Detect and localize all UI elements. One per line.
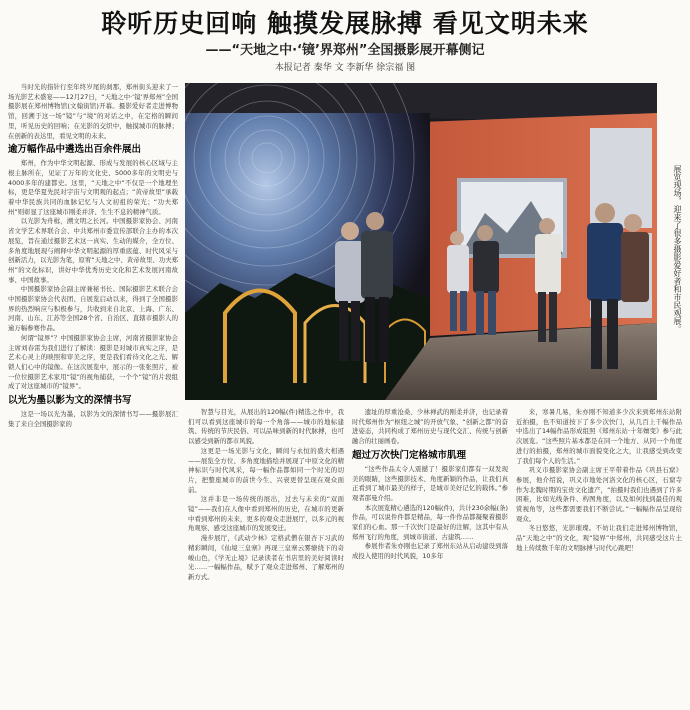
paragraph: 巩义市摄影家协会副主席王平带着作品《巩县石窟》参展，他介绍说，巩义市地处河洛文化的核心区，石窟寺作为北魏时期的宝贵文化遗产，“拍摄时我们也遇到了许多困难，比如光线条件、构图角度，以及如何找到最佳的观赏视角等，这些都需要我们不断尝试。”一幅幅作品呈现给观众。 xyxy=(516,466,682,523)
paragraph: 参展作者朱亦刚也记录了郑州东站从启动建设到落成投入使用的时代风貌，10多年 xyxy=(352,542,508,561)
section-heading: 以光为墨以影为文的深情书写 xyxy=(8,395,132,407)
paragraph: 遗址的厚重沧桑、少林禅武的刚柔并济，也记录着时代郑州作为“枢纽之城”的开放气象、“创新之都”的奋进姿态，共同构成了郑州历史与现代交汇、传统与创新融合的壮丽画卷。 xyxy=(352,408,508,446)
paragraph: 这是一场以光为墨，以影为文的深情书写——摄影展汇集了来自全国摄影家的 xyxy=(8,410,178,428)
paragraph: 本次展览精心遴选的120幅(件)，共计230余幅(条)作品，可以说件件都是精品，每一件作品都凝聚着摄影家们的心血。那一千次快门是最好的注解，这其中有从郑州飞行的角度，到城市街道、古建筑…… xyxy=(352,503,508,541)
paragraph: 来，寒暑几易，朱亦刚不知道多少次来到郑州东站附近拍摄，也不知道按下了多少次快门，从几百上千幅作品中选出了14幅作品形成组照《郑州东站·十年嬗变》参与此次展览。“这些照片基本都是在同一个地方、从同一个角度进行的拍摄，郑州的城市面貌变化之大，让我感受到改变了我们每个人的生活。” xyxy=(516,408,682,465)
exhibition-hall-image xyxy=(185,83,657,400)
subheadline: ——“天地之中·‘镜’界郑州”全国摄影展开幕侧记 xyxy=(205,43,485,58)
paragraph: 郑州，作为中华文明起源、形成与发展的核心区域与主根主脉所在，见证了万年的文化史、5000多年的文明史与4000多年的建都史。这里，“天地之中”不仅是一个地理坐标，更是华夏先民对宇宙与文明观的起点；“黄帝故里”承载着中华民族共同的血脉记忆与人文初祖的荣光；“功夫郑州”则彰显了这座城市刚柔并济、生生不息的精神气质。 xyxy=(8,159,178,216)
paragraph: 这并非是一场传统的展出，过去与未来的“双面镜”——我们在人像中看到郑州的历史，在城市的更新中看到郑州的未来，更多的观众走进展厅，以多元的视角观察、感受这座城市的发展变迁。 xyxy=(188,495,344,533)
section-heading: 超过万次快门定格城市肌理 xyxy=(352,449,467,461)
paragraph: 智慧与目光，从展出的120幅(件)精选之作中，我们可以看到这座城市的每一个角落——城市的地标建筑、传统的节庆民俗、可以品味到新的时代脉搏，也可以感受到新的都市风貌。 xyxy=(188,408,344,446)
paragraph: 当时光的指针行至年终岁尾的刹那，郑州街头迎来了一场光影艺术盛宴——12月27日，“天地之中·‘镜’界郑州”全国摄影展在郑州博物馆(文翰街馆)开幕。摄影爱好者走进博物馆，回溯于这一场“镜”与“境”的对话之中，在定格的瞬间里，听见历史的回响；在光影的交织中，触摸城市的脉搏；在创新的表达里，看见文明的未来。 xyxy=(8,83,178,140)
article-column-1 xyxy=(8,83,178,705)
photo-caption: 展览现场，迎来了很多摄影爱好者和市民观展。 xyxy=(673,165,682,333)
headline: 聆听历史回响 触摸发展脉搏 看见文明未来 xyxy=(101,9,589,38)
article-column-3 xyxy=(352,408,508,705)
paragraph: 漫步展厅，《武动少林》定格武僧在银杏下习武的精彩瞬间，《仙境三皇寨》再现三皇寨云雾缭绕下的奇峻山色，《学无止境》记录读者在书店里的美好阅读时光……一幅幅作品，赋予了观众走进郑州、了解郑州的新方式。 xyxy=(188,534,344,581)
byline: 本报记者 秦华 文 李新华 徐宗福 图 xyxy=(274,63,416,73)
paragraph: 中国摄影家协会副主席兼秘书长、国际摄影艺术联合会中国摄影家协会代表团、自展览启动以来，得到了全国摄影界的热烈响应与积极参与，共收到来自北京、上海、广东、河南、山东、江苏等全国28个省、自治区、直辖市摄影人的逾万幅参赛作品。 xyxy=(8,285,178,333)
paragraph: 以光影为舟楫，溯文明之长河。中国摄影家协会、河南省文学艺术界联合会、中共郑州市委宣传部联合主办的本次展览，旨在通过摄影艺术这一真实、生动的媒介，全方位、多角度地展现与阐释中华文明起源的厚重底蕴、时代风采与创新活力，以光影为笔，原宥“天地之中、黄帝故里、功夫郑州”的文化标识，讲好中华优秀历史文化和艺术发展河南故事、中国故事。 xyxy=(8,217,178,284)
paragraph: 冬日悠悠，光影璀璨。不妨让我们走进郑州博物馆，品“天地之中”的文化，观“镜界”中郑州，共同感受这片土地上传续数千年的文明脉搏与时代心跳吧！ xyxy=(516,524,682,552)
section-heading: 逾万幅作品中遴选出百余件展出 xyxy=(8,144,142,156)
article-column-2 xyxy=(188,408,344,705)
article-column-4 xyxy=(516,408,682,705)
paragraph: “这些作品太令人震撼了！摄影家们都有一双发现美的眼睛，这些摄影技术、角度新颖的作品，让我们真正看到了城市最美的样子，是城市美好记忆的载体。”参观者邵曼介绍。 xyxy=(352,464,508,502)
paragraph: 何谓“镜界”？中国摄影家协会主席，河南省摄影家协会主席刘春雷为我们进行了解读：摄影是对城市真实之序，是艺术心灵上的映照和审美之序，更是我们看待文化之光、解锁人们心中的镜像。在这次展览中，展示的一张张照片，被一位位摄影艺术家用“镜”的视角捕获，一个个“镜”的片段组成了对这座城市的“镜界”。 xyxy=(8,333,178,391)
exhibition-photo xyxy=(185,83,657,400)
paragraph: 这更是一场光影与文化，瞬间与永恒的盛大相遇——展览全方位、多角度地描绘并展现了中原文化的精神标识与时代风采，每一幅作品都如同一个时光的切片，把整座城市的前世今生、兴衰更替呈现在观众面前。 xyxy=(188,446,344,494)
